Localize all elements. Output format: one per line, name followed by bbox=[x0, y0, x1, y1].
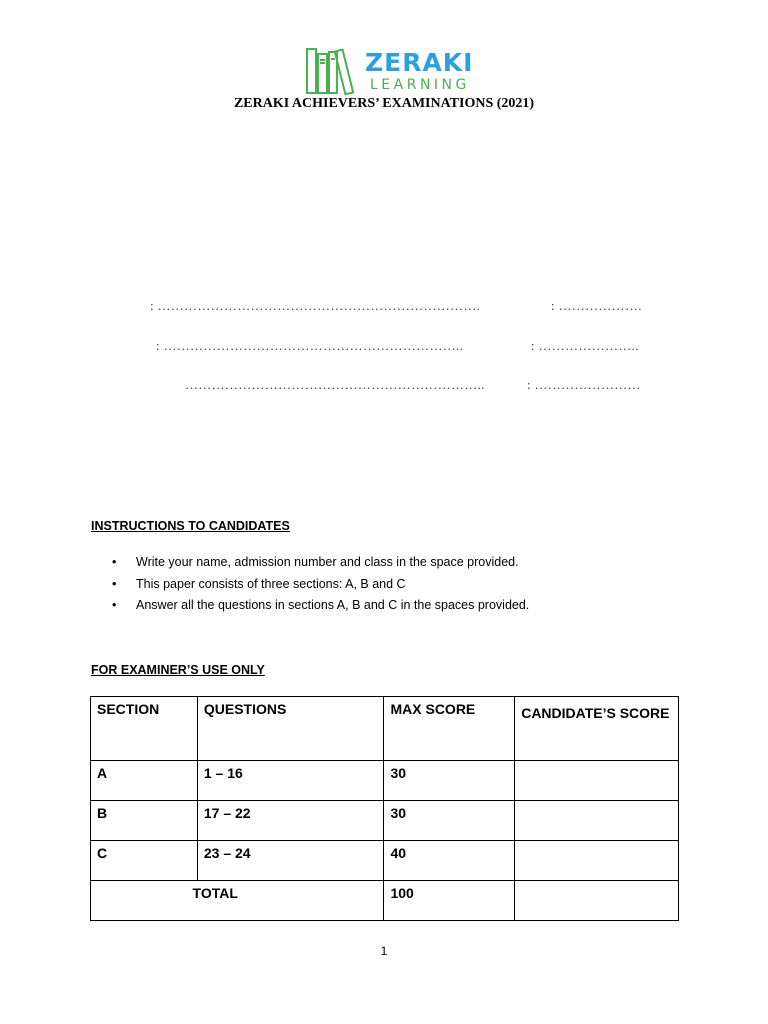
table-total-row bbox=[91, 881, 679, 921]
total-label: TOTAL bbox=[91, 881, 384, 921]
exam-title: ZERAKI ACHIEVERS’ EXAMINATIONS (2021) bbox=[233, 96, 535, 111]
questions-cell: 23 – 24 bbox=[197, 841, 384, 881]
table-row bbox=[91, 761, 679, 801]
section-cell: B bbox=[91, 801, 198, 841]
total-max-cell: 100 bbox=[384, 881, 515, 921]
list-item: • Write your name, admission number and class in the space provided. bbox=[112, 555, 519, 569]
logo-subtitle: LEARNING bbox=[370, 77, 470, 93]
candidate-score-cell[interactable] bbox=[515, 841, 679, 881]
max-score-cell: 30 bbox=[384, 761, 515, 801]
column-header: SECTION bbox=[91, 697, 198, 761]
bullet-icon: • bbox=[112, 555, 117, 569]
bullet-icon: • bbox=[112, 576, 117, 591]
field-line-2-right[interactable]: : ………………….. bbox=[531, 338, 639, 353]
books-icon bbox=[305, 46, 359, 96]
list-item: • Answer all the questions in sections A, B and C in the spaces provided. bbox=[112, 598, 530, 612]
total-score-cell[interactable] bbox=[515, 881, 679, 921]
max-score-cell: 30 bbox=[384, 801, 515, 841]
list-item: • This paper consists of three sections: A, B and C bbox=[112, 576, 406, 591]
zeraki-logo bbox=[305, 46, 495, 96]
column-header: CANDIDATE’S SCORE bbox=[515, 697, 679, 761]
logo-wordmark: ZERAKI bbox=[365, 48, 474, 77]
instructions-list bbox=[112, 553, 529, 618]
column-header: MAX SCORE bbox=[384, 697, 515, 761]
column-header: QUESTIONS bbox=[197, 697, 384, 761]
table-row bbox=[91, 801, 679, 841]
field-line-3[interactable]: ………………………………………………………….. bbox=[185, 377, 485, 392]
table-header-row bbox=[91, 697, 679, 761]
candidate-score-cell[interactable] bbox=[515, 801, 679, 841]
section-cell: A bbox=[91, 761, 198, 801]
questions-cell: 17 – 22 bbox=[197, 801, 384, 841]
score-table bbox=[90, 696, 679, 921]
questions-cell: 1 – 16 bbox=[197, 761, 384, 801]
candidate-score-cell[interactable] bbox=[515, 761, 679, 801]
field-line-3-right[interactable]: : …………………… bbox=[527, 377, 641, 392]
bullet-icon: • bbox=[112, 598, 117, 612]
page-number: 1 bbox=[380, 944, 388, 958]
section-cell: C bbox=[91, 841, 198, 881]
field-line-1[interactable]: : ………………………………………………………………. bbox=[150, 298, 481, 313]
examiner-heading: FOR EXAMINER’S USE ONLY bbox=[91, 663, 265, 677]
field-line-1-right[interactable]: : ………………. bbox=[551, 298, 642, 313]
table-row bbox=[91, 841, 679, 881]
field-line-2[interactable]: : ………………………………………………………….. bbox=[156, 338, 464, 353]
max-score-cell: 40 bbox=[384, 841, 515, 881]
instructions-heading: INSTRUCTIONS TO CANDIDATES bbox=[91, 519, 290, 533]
